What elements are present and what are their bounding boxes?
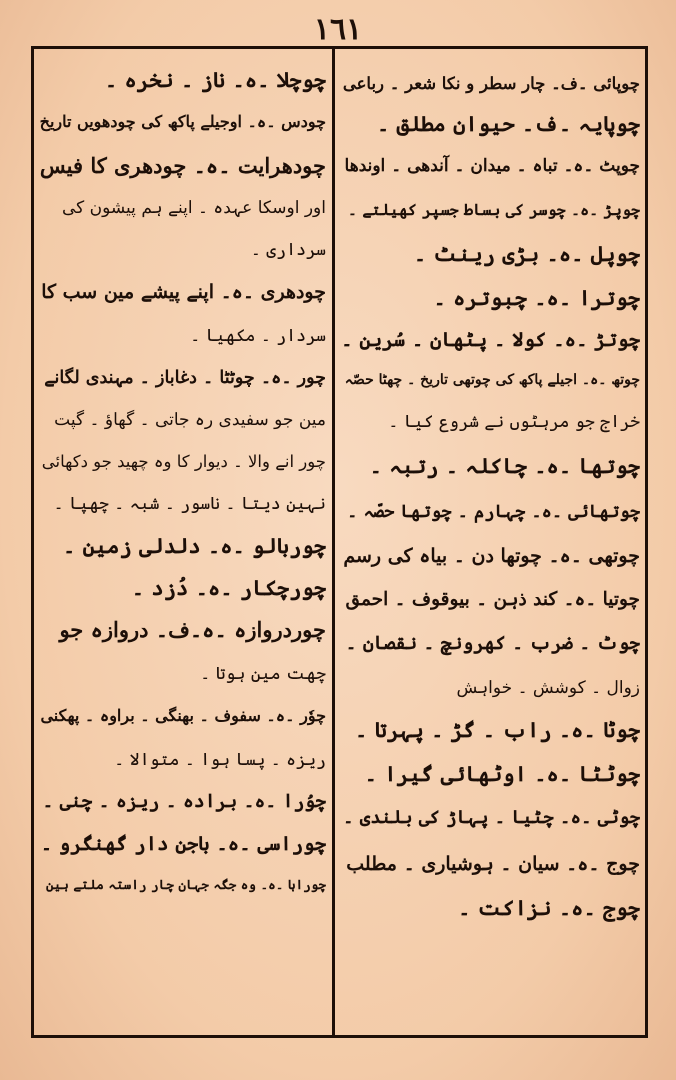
- dictionary-entry-line: سردار ۔ مکھیا ۔: [190, 326, 326, 346]
- dictionary-entry-line: چھت مین ہوتا ۔: [200, 664, 326, 684]
- dictionary-entry-line: چوتھی ۔ہ۔ چوتھا دن ۔ بیاہ کی رسم: [343, 545, 640, 567]
- dictionary-entry-line: چوپڑ ۔ہ۔ چوسر کی بساط جسپر کھیلتے ۔: [347, 200, 640, 219]
- dictionary-entry-line: چوٹ ۔ ضرب ۔ کھرونچ ۔ نقصان ۔: [345, 633, 640, 654]
- column-divider: [332, 49, 335, 1035]
- dictionary-entry-line: چودھری ۔ہ۔ اپنے پیشے مین سب کا: [41, 281, 326, 303]
- dictionary-entry-line: چوراہا ۔ہ۔ وہ جگہ جہان چار راستہ ملتے ہین: [46, 878, 326, 893]
- dictionary-entry-line: چوج ۔ہ۔ نزاکت ۔: [458, 895, 640, 920]
- dictionary-entry-line: چوُرا ۔ہ۔ برادہ ۔ ریزہ ۔ چنی ۔: [42, 791, 326, 812]
- page-number: ١٦١: [313, 12, 363, 47]
- dictionary-entry-line: چوتھ ۔ہ۔ اجیلے پاکھ کی چوتھی تاریخ ۔ چھٹا حصّہ: [344, 372, 640, 388]
- dictionary-entry-line: چوربالو ۔ہ۔ دلدلی زمین ۔: [62, 533, 326, 558]
- dictionary-entry-line: چوتیا ۔ہ۔ کند ذہن ۔ بیوقوف ۔ احمق: [345, 589, 640, 610]
- dictionary-entry-line: چوٹا ۔ہ۔ راب ۔ گڑ ۔ پہرتا ۔: [355, 717, 640, 742]
- dictionary-entry-line: چوتھا ۔ہ۔ چاکلہ ۔ رتبہ ۔: [369, 453, 640, 478]
- dictionary-entry-line: چورچکار ۔ہ۔ دُزد ۔: [131, 575, 326, 600]
- dictionary-entry-line: چودس ۔ہ۔ اوجیلے پاکھ کی چودھویں تاریخ: [39, 112, 326, 131]
- dictionary-entry-line: چوتھائی ۔ہ۔ چہارم ۔ چوتھا حصّہ ۔: [347, 502, 640, 522]
- dictionary-entry-line: خراج جو مرہٹوں نے شروع کیا ۔: [388, 412, 640, 432]
- dictionary-entry-line: چوپٹ ۔ہ۔ تباہ ۔ میدان ۔ آندھی ۔ اوندھا: [344, 156, 640, 176]
- dictionary-entry-line: چوچلا ۔ہ۔ ناز ۔ نخرہ ۔: [104, 67, 326, 92]
- dictionary-entry-line: زوال ۔ کوشش ۔ خواہش: [456, 678, 640, 698]
- dictionary-entry-line: چوپل ۔ہ۔ بڑی رینٹ ۔: [413, 241, 640, 266]
- dictionary-entry-line: چوپایہ ۔ف۔ حیوان مطلق ۔: [376, 111, 640, 136]
- dictionary-entry-line: چودھرایت ۔ہ۔ چودھری کا فیس: [39, 153, 326, 178]
- dictionary-entry-line: چوترا ۔ہ۔ چبوترہ ۔: [433, 285, 640, 310]
- dictionary-entry-line: چوج ۔ہ۔ سیان ۔ ہوشیاری ۔ مطلب: [346, 853, 640, 875]
- dictionary-entry-line: چوردروازہ ۔ہ۔ف۔ دروازہ جو: [59, 617, 326, 642]
- dictionary-entry-line: نہین دیتا ۔ ناسور ۔ شبہ ۔ چھپا ۔: [53, 494, 326, 514]
- dictionary-entry-line: ریزہ ۔ پسا ہوا ۔ متوالا ۔: [114, 750, 326, 770]
- dictionary-entry-line: چوپائی ۔ف۔ چار سطر و نکا شعر ۔ رباعی: [342, 74, 640, 93]
- dictionary-entry-line: چوٹی ۔ہ۔ چٹیا ۔ پہاڑ کی بلندی ۔: [343, 807, 640, 828]
- dictionary-entry-line: اور اوسکا عہدہ ۔ اپنے ہم پیشون کی: [61, 198, 326, 218]
- dictionary-entry-line: چوراسی ۔ہ۔ باجن دار گھنگرو ۔: [40, 832, 326, 855]
- dictionary-entry-line: چور ۔ہ۔ چوٹٹا ۔ دغاباز ۔ مہندی لگانے: [44, 368, 326, 388]
- dictionary-entry-line: چور انے والا ۔ دیوار کا وہ چھید جو دکھائی: [41, 452, 326, 471]
- dictionary-entry-line: چوتڑ ۔ہ۔ کولا ۔ پٹھان ۔ سُرین ۔: [341, 328, 640, 351]
- dictionary-entry-line: مین جو سفیدی رہ جاتی ۔ گھاؤ ۔ گپت: [54, 410, 326, 430]
- dictionary-entry-line: چوٹٹا ۔ہ۔ اوٹھائی گیرا ۔: [364, 761, 640, 786]
- dictionary-entry-line: سرداری ۔: [250, 240, 326, 260]
- dictionary-entry-line: چوٗر ۔ہ۔ سفوف ۔ بھنگی ۔ براوہ ۔ پھکنی: [40, 706, 326, 725]
